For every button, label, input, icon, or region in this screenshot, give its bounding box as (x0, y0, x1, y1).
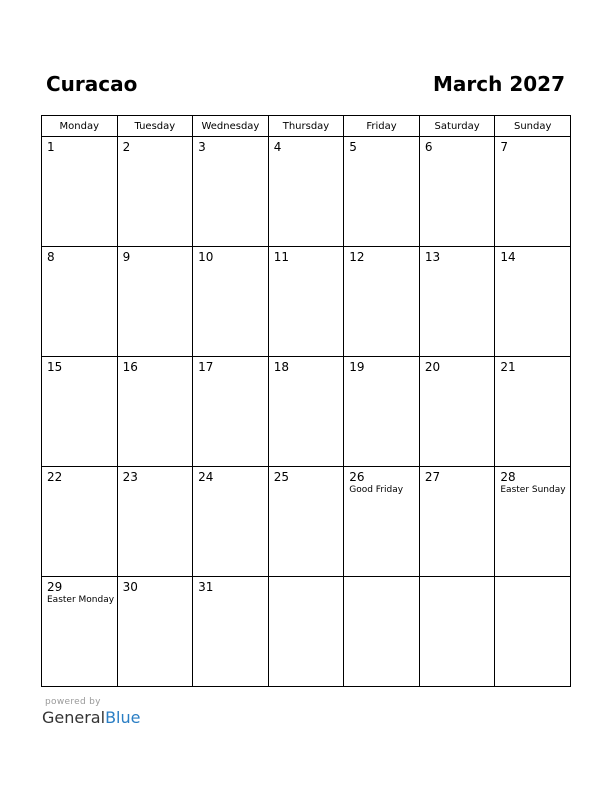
holiday-label (420, 374, 495, 375)
day-number: 12 (349, 250, 365, 264)
holiday-label (42, 154, 117, 155)
holiday-label (42, 374, 117, 375)
day-number: 20 (424, 360, 441, 374)
day-cell (419, 137, 495, 247)
weekday-header: Thursday (268, 116, 344, 137)
day-number: 18 (273, 360, 289, 374)
day-cell (117, 137, 193, 247)
day-cell (268, 577, 344, 687)
holiday-label (420, 154, 495, 155)
day-cell (193, 357, 269, 467)
day-cell (268, 247, 344, 357)
day-cell (117, 357, 193, 467)
day-cell (117, 247, 193, 357)
holiday-label (344, 154, 419, 155)
day-cell (117, 577, 193, 687)
day-number: 11 (273, 250, 289, 264)
weekday-header: Sunday (495, 116, 571, 137)
week-row (42, 577, 571, 687)
day-number: 6 (424, 140, 433, 154)
day-number: 26 (349, 470, 365, 484)
day-cell (419, 247, 495, 357)
holiday-label (118, 374, 193, 375)
day-cell (344, 247, 420, 357)
day-cell (117, 467, 193, 577)
holiday-label (344, 374, 419, 375)
weekday-header-row (42, 116, 571, 137)
day-number: 16 (122, 360, 138, 374)
day-cell (419, 357, 495, 467)
day-cell (419, 577, 495, 687)
day-cell (42, 467, 118, 577)
day-number: 5 (349, 140, 357, 154)
day-number: 8 (47, 250, 55, 264)
day-cell (344, 137, 420, 247)
week-row (42, 357, 571, 467)
day-number: 23 (122, 470, 138, 484)
holiday-label: Good Friday (349, 485, 404, 495)
month-year-title: March 2027 (433, 72, 565, 96)
holiday-label (495, 580, 570, 581)
holiday-label (269, 484, 344, 485)
calendar-grid (41, 115, 571, 687)
country-title: Curacao (46, 72, 138, 96)
holiday-label (344, 264, 419, 265)
holiday-label (495, 264, 570, 265)
day-number: 21 (500, 360, 516, 374)
day-cell (495, 137, 571, 247)
day-number: 3 (198, 140, 206, 154)
weekday-header: Monday (42, 116, 118, 137)
holiday-label (420, 484, 495, 485)
holiday-label (495, 154, 570, 155)
day-number: 19 (349, 360, 365, 374)
holiday-label (118, 154, 193, 155)
holiday-label (269, 264, 344, 265)
day-cell (419, 467, 495, 577)
day-cell (344, 357, 420, 467)
holiday-label (193, 484, 268, 485)
day-cell (495, 357, 571, 467)
footer-logo (42, 697, 140, 728)
week-row (42, 137, 571, 247)
day-number: 10 (198, 250, 214, 264)
day-cell (193, 137, 269, 247)
holiday-label: Easter Monday (47, 595, 115, 605)
day-cell (42, 357, 118, 467)
day-cell (344, 467, 420, 577)
day-cell (268, 137, 344, 247)
weekday-header: Friday (344, 116, 420, 137)
day-number: 7 (500, 140, 509, 154)
weekday-header: Saturday (419, 116, 495, 137)
holiday-label (495, 374, 570, 375)
day-cell (42, 247, 118, 357)
day-cell (42, 577, 118, 687)
holiday-label (269, 154, 344, 155)
brand-blue-text: Blue (105, 708, 141, 727)
day-number: 24 (198, 470, 214, 484)
day-number: 28 (500, 470, 516, 484)
holiday-label (269, 580, 344, 581)
week-row (42, 247, 571, 357)
day-number: 2 (122, 140, 131, 154)
day-number: 14 (500, 250, 516, 264)
day-number: 9 (122, 250, 131, 264)
day-number: 15 (47, 360, 63, 374)
holiday-label (193, 264, 268, 265)
day-cell (495, 247, 571, 357)
brand-general-text: General (42, 708, 106, 727)
day-cell (193, 467, 269, 577)
powered-by-label: powered by (45, 697, 101, 707)
day-cell (495, 577, 571, 687)
holiday-label (118, 594, 193, 595)
weekday-header: Tuesday (117, 116, 193, 137)
day-cell (268, 467, 344, 577)
day-cell (193, 247, 269, 357)
holiday-label (193, 154, 268, 155)
brand-logo (42, 708, 140, 728)
day-cell (193, 577, 269, 687)
holiday-label (193, 594, 268, 595)
day-number: 22 (47, 470, 63, 484)
holiday-label (42, 264, 117, 265)
weekday-header: Wednesday (193, 116, 269, 137)
week-row (42, 467, 571, 577)
holiday-label (193, 374, 268, 375)
day-cell (344, 577, 420, 687)
day-number: 1 (47, 140, 55, 154)
day-number: 27 (424, 470, 441, 484)
day-number: 17 (198, 360, 214, 374)
day-cell (42, 137, 118, 247)
day-number: 13 (424, 250, 441, 264)
holiday-label (118, 264, 193, 265)
holiday-label (269, 374, 344, 375)
holiday-label: Easter Sunday (500, 485, 566, 495)
day-number: 31 (198, 580, 214, 594)
day-number: 30 (122, 580, 138, 594)
holiday-label (420, 580, 495, 581)
holiday-label (344, 580, 419, 581)
day-number: 4 (273, 140, 282, 154)
holiday-label (42, 484, 117, 485)
day-number: 25 (273, 470, 289, 484)
day-cell (495, 467, 571, 577)
holiday-label (420, 264, 495, 265)
day-cell (268, 357, 344, 467)
holiday-label (118, 484, 193, 485)
day-number: 29 (47, 580, 63, 594)
